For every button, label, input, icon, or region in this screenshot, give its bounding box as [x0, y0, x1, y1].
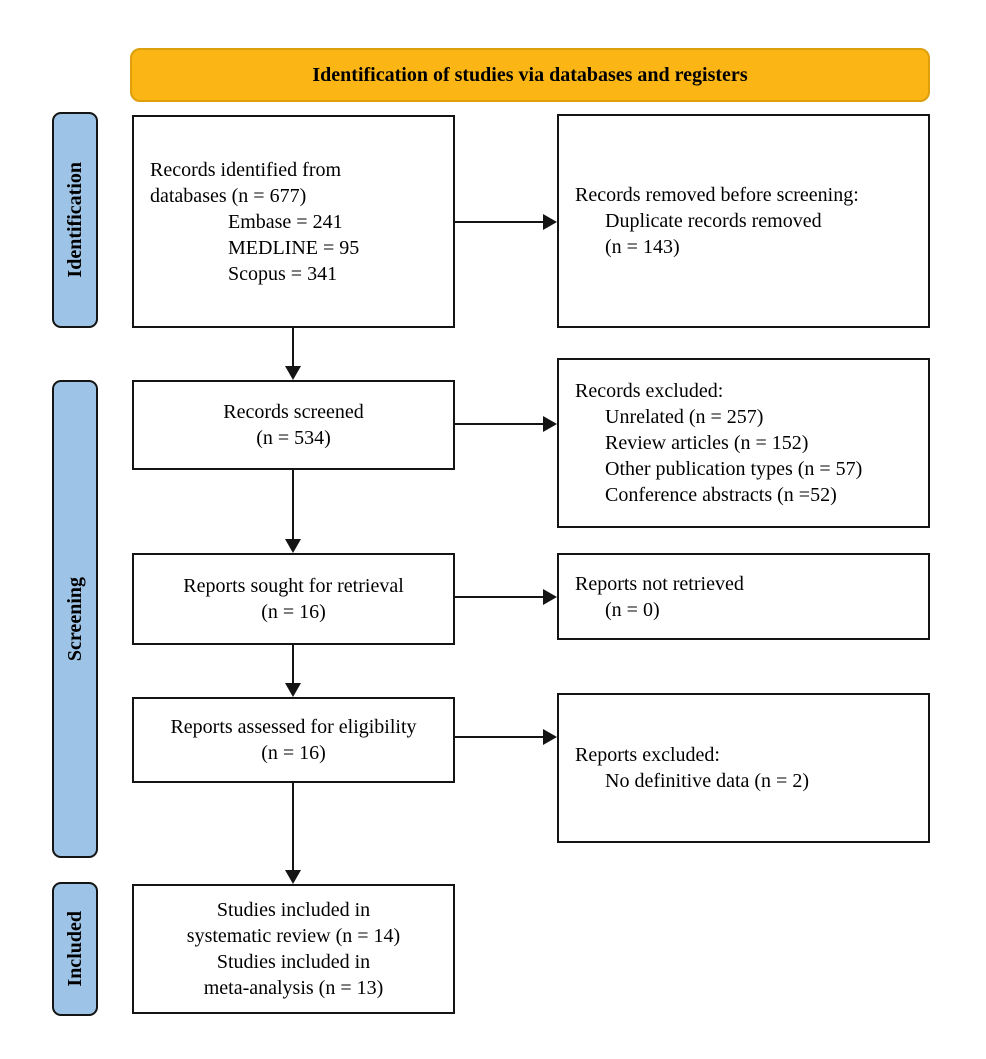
- arrow-identified-to-screened-line: [292, 328, 294, 368]
- reports-assessed-line: Reports assessed for eligibility: [170, 716, 417, 738]
- studies-included-line: Studies included in: [216, 899, 371, 921]
- box-reports-not-retrieved: [557, 553, 930, 640]
- records-removed-heading: Records removed before screening:: [575, 184, 859, 206]
- excluded-other-publication-count: Other publication types (n = 57): [605, 458, 863, 480]
- arrow-assessed-to-included-line: [292, 783, 294, 871]
- database-medline-count: MEDLINE = 95: [228, 236, 360, 259]
- records-screened-line: Records screened: [223, 401, 364, 423]
- duplicates-removed-count: (n = 143): [605, 236, 680, 258]
- box-reports-sought: [132, 553, 455, 645]
- arrow-sought-to-notretrieved-head-icon: [543, 589, 557, 605]
- no-definitive-data-count: No definitive data (n = 2): [605, 770, 809, 792]
- arrow-sought-to-notretrieved-line: [455, 596, 544, 598]
- arrow-assessed-to-reportsexcluded-line: [455, 736, 544, 738]
- reports-not-retrieved-count: (n = 0): [605, 598, 660, 621]
- reports-not-retrieved-line: Reports not retrieved: [575, 572, 744, 595]
- arrow-screened-to-sought-line: [292, 470, 294, 540]
- database-embase-count: Embase = 241: [228, 210, 343, 233]
- banner-title: Identification of studies via databases and registers: [312, 63, 748, 86]
- arrow-sought-to-assessed-line: [292, 645, 294, 684]
- reports-assessed-count: (n = 16): [261, 742, 326, 764]
- systematic-review-count: systematic review (n = 14): [186, 925, 401, 947]
- arrow-screened-to-excluded-head-icon: [543, 416, 557, 432]
- studies-included-line2: Studies included in: [216, 951, 371, 973]
- arrow-identified-to-removed-line: [455, 221, 544, 223]
- records-screened-count: (n = 534): [256, 427, 331, 449]
- arrow-sought-to-assessed-head-icon: [285, 683, 301, 697]
- meta-analysis-count: meta-analysis (n = 13): [203, 977, 384, 999]
- stage-identification-label: Identification: [63, 162, 86, 278]
- box-records-excluded: [557, 358, 930, 528]
- records-identified-line: Records identified from: [150, 158, 342, 181]
- excluded-review-articles-count: Review articles (n = 152): [605, 432, 809, 454]
- duplicates-removed-line: Duplicate records removed: [605, 210, 822, 232]
- box-records-screened: [132, 380, 455, 470]
- arrow-assessed-to-included-head-icon: [285, 870, 301, 884]
- excluded-unrelated-count: Unrelated (n = 257): [605, 406, 764, 428]
- stage-identification: [52, 112, 98, 328]
- stage-screening: [52, 380, 98, 858]
- box-reports-excluded: [557, 693, 930, 843]
- records-identified-count: databases (n = 677): [150, 184, 307, 207]
- arrow-assessed-to-reportsexcluded-head-icon: [543, 729, 557, 745]
- reports-sought-line: Reports sought for retrieval: [183, 575, 404, 597]
- arrow-identified-to-screened-head-icon: [285, 366, 301, 380]
- arrow-screened-to-sought-head-icon: [285, 539, 301, 553]
- reports-excluded-heading: Reports excluded:: [575, 744, 720, 766]
- reports-sought-count: (n = 16): [261, 601, 326, 623]
- box-records-identified: [132, 115, 455, 328]
- stage-screening-label: Screening: [63, 576, 86, 662]
- box-reports-assessed: [132, 697, 455, 783]
- excluded-conference-abstracts-count: Conference abstracts (n =52): [605, 484, 837, 506]
- box-studies-included: [132, 884, 455, 1014]
- banner: [130, 48, 930, 102]
- stage-included-label: Included: [63, 911, 86, 987]
- stage-included: [52, 882, 98, 1016]
- database-scopus-count: Scopus = 341: [228, 262, 338, 285]
- records-excluded-heading: Records excluded:: [575, 380, 724, 402]
- box-records-removed: [557, 114, 930, 328]
- arrow-identified-to-removed-head-icon: [543, 214, 557, 230]
- arrow-screened-to-excluded-line: [455, 423, 544, 425]
